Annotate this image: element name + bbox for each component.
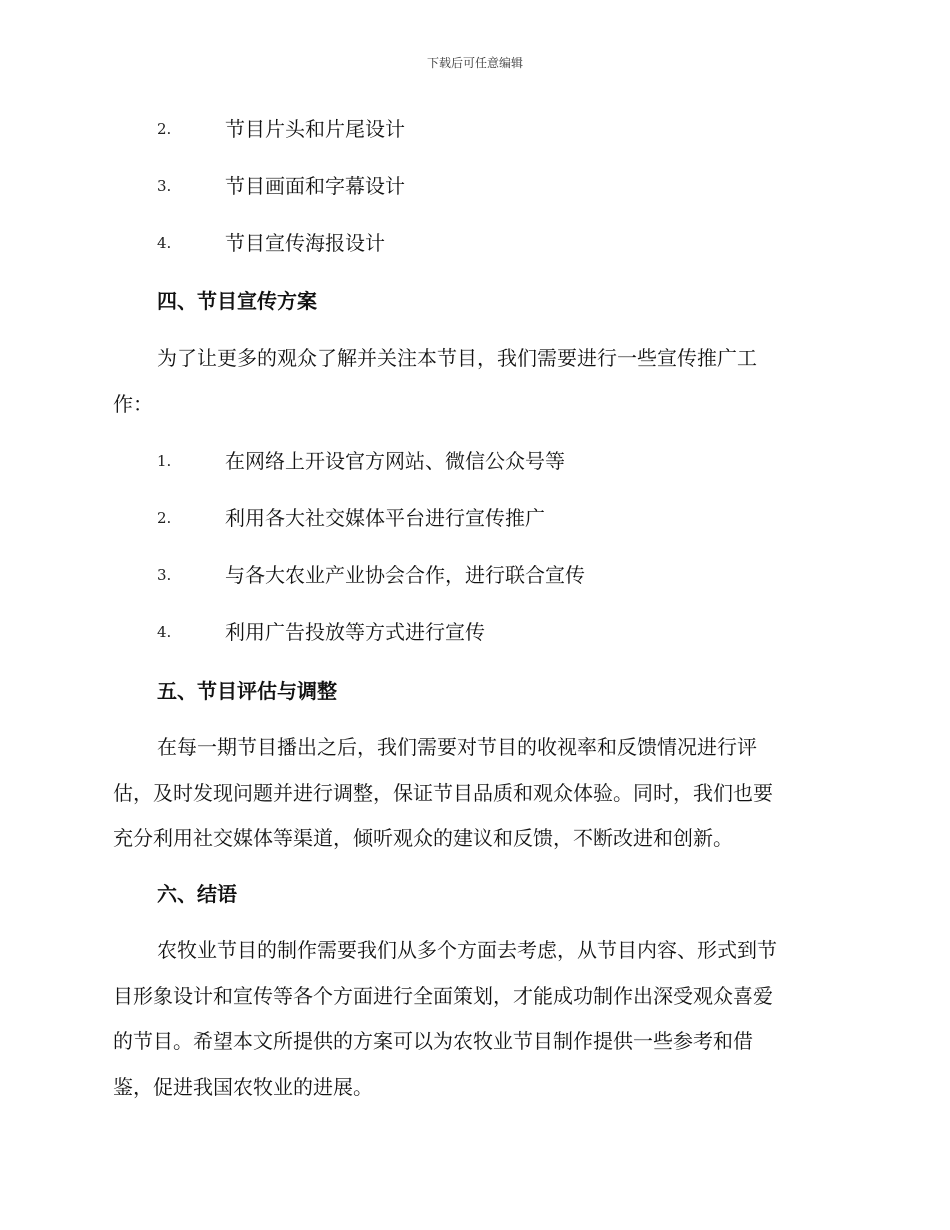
paragraph-line: 为了让更多的观众了解并关注本节目，我们需要进行一些宣传推广工 (157, 346, 757, 370)
paragraph-line: 的节目。希望本文所提供的方案可以为农牧业节目制作提供一些参考和借 (113, 1029, 753, 1053)
list-text: 节目宣传海报设计 (225, 231, 385, 255)
paragraph-line: 作： (113, 391, 153, 416)
list-number: 3. (157, 177, 172, 195)
list-text: 在网络上开设官方网站、微信公众号等 (225, 449, 565, 473)
section-heading: 六、结语 (157, 882, 237, 906)
list-text: 与各大农业产业协会合作，进行联合宣传 (225, 563, 585, 587)
paragraph-line: 目形象设计和宣传等各个方面进行全面策划，才能成功制作出深受观众喜爱 (113, 983, 773, 1008)
list-text: 利用广告投放等方式进行宣传 (225, 620, 485, 644)
section-paragraph (113, 725, 833, 862)
list-number: 3. (157, 566, 172, 584)
list-text: 节目画面和字幕设计 (225, 174, 405, 198)
list-text: 节目片头和片尾设计 (225, 117, 405, 141)
section-heading: 四、节目宣传方案 (157, 289, 317, 313)
paragraph-line: 估，及时发现问题并进行调整，保证节目品质和观众体验。同时，我们也要 (113, 780, 773, 805)
paragraph-line: 充分利用社交媒体等渠道，倾听观众的建议和反馈，不断改进和创新。 (113, 826, 733, 850)
page-header: 下载后可任意编辑 (426, 56, 523, 70)
list-number: 1. (157, 452, 172, 470)
list-number: 2. (157, 120, 172, 138)
section-paragraph (113, 336, 833, 427)
paragraph-line: 鉴，促进我国农牧业的进展。 (113, 1074, 373, 1099)
section-paragraph (113, 928, 833, 1110)
paragraph-line: 在每一期节目播出之后，我们需要对节目的收视率和反馈情况进行评 (157, 735, 757, 759)
list-number: 4. (157, 623, 172, 641)
list-number: 4. (157, 234, 172, 252)
section-heading: 五、节目评估与调整 (157, 679, 337, 703)
list-text: 利用各大社交媒体平台进行宣传推广 (225, 506, 545, 530)
list-number: 2. (157, 509, 172, 527)
paragraph-line: 农牧业节目的制作需要我们从多个方面去考虑，从节目内容、形式到节 (157, 938, 777, 962)
